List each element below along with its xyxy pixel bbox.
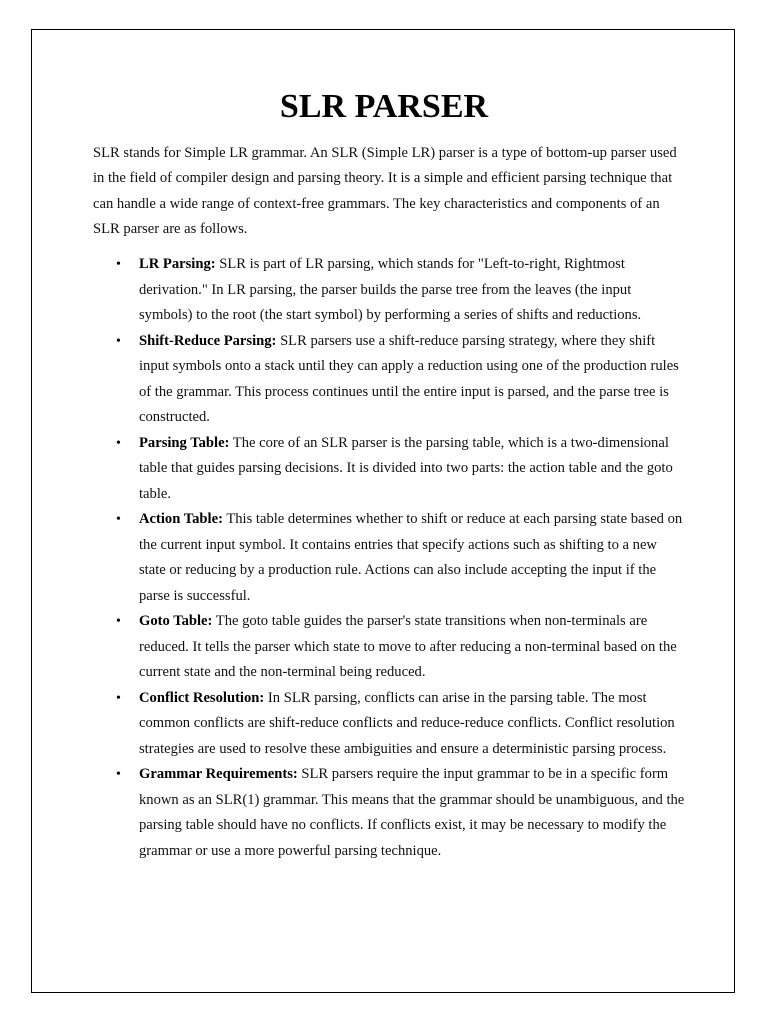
bullet-icon: • <box>116 333 121 349</box>
list-item-shift-reduce-parsing <box>116 329 687 431</box>
bullet-icon: • <box>116 614 121 629</box>
list-item-lr-parsing <box>116 252 687 329</box>
bullet-icon: • <box>116 767 121 782</box>
item-term: Grammar Requirements: <box>139 766 298 782</box>
list-item-grammar-requirements <box>116 762 687 864</box>
item-term: LR Parsing: <box>139 256 216 272</box>
item-term: Goto Table: <box>139 613 213 629</box>
bullet-icon: • <box>116 512 121 527</box>
item-text: In SLR parsing, conflicts can arise in the parsing table. The most common conflicts are shift-reduce conflicts and reduce-reduce conflicts. Conflict resolution strategies are used to resolve these ambiguities and ensure a deterministic parsing process. <box>139 689 675 757</box>
item-text: This table determines whether to shift or reduce at each parsing state based on the current input symbol. It contains entries that specify actions such as shifting to a new state or reducing by a production rule. Actions can also include accepting the input if the parse is successful. <box>139 511 683 604</box>
item-term: Conflict Resolution: <box>139 689 265 706</box>
item-text: SLR is part of LR parsing, which stands for "Left-to-right, Rightmost derivation." In LR parsing, the parser builds the parse tree from the leaves (the input symbols) to the root (the start symbol) by performing a series of shifts and reductions. <box>139 256 642 323</box>
item-text: The goto table guides the parser's state transitions when non-terminals are reduced. It tells the parser which state to move to after reducing a non-terminal based on the current state and the non-terminal being reduced. <box>139 613 677 680</box>
page-title: SLR PARSER <box>279 88 489 125</box>
item-term: Parsing Table: <box>139 434 230 451</box>
list-item-goto-table <box>116 609 687 686</box>
list-item-parsing-table <box>116 431 687 508</box>
characteristics-list <box>116 252 687 864</box>
bullet-icon: • <box>116 435 121 451</box>
bullet-icon: • <box>116 690 121 706</box>
item-text: The core of an SLR parser is the parsing table, which is a two-dimensional table that guides parsing decisions. It is divided into two parts: the action table and the goto table. <box>139 434 673 502</box>
item-term: Shift-Reduce Parsing: <box>139 332 277 349</box>
item-text: SLR parsers use a shift-reduce parsing strategy, where they shift input symbols onto a stack until they can apply a reduction using one of the production rules of the grammar. This process continues until the entire input is parsed, and the parse tree is constructed. <box>139 332 679 425</box>
bullet-icon: • <box>116 257 121 272</box>
list-item-conflict-resolution <box>116 686 687 763</box>
list-item-action-table <box>116 507 687 609</box>
item-text: SLR parsers require the input grammar to be in a specific form known as an SLR(1) grammar. This means that the grammar should be unambiguous, and the parsing table should have no conflicts. If conflicts exist, it may be necessary to modify the grammar or use a more powerful parsing technique. <box>139 766 685 859</box>
item-term: Action Table: <box>139 511 223 527</box>
intro-paragraph: SLR stands for Simple LR grammar. An SLR (Simple LR) parser is a type of bottom-up parser used in the field of compiler design and parsing theory. It is a simple and efficient parsing technique that can handle a wide range of context-free grammars. The key characteristics and components of an SLR parser are as follows. <box>93 145 677 237</box>
